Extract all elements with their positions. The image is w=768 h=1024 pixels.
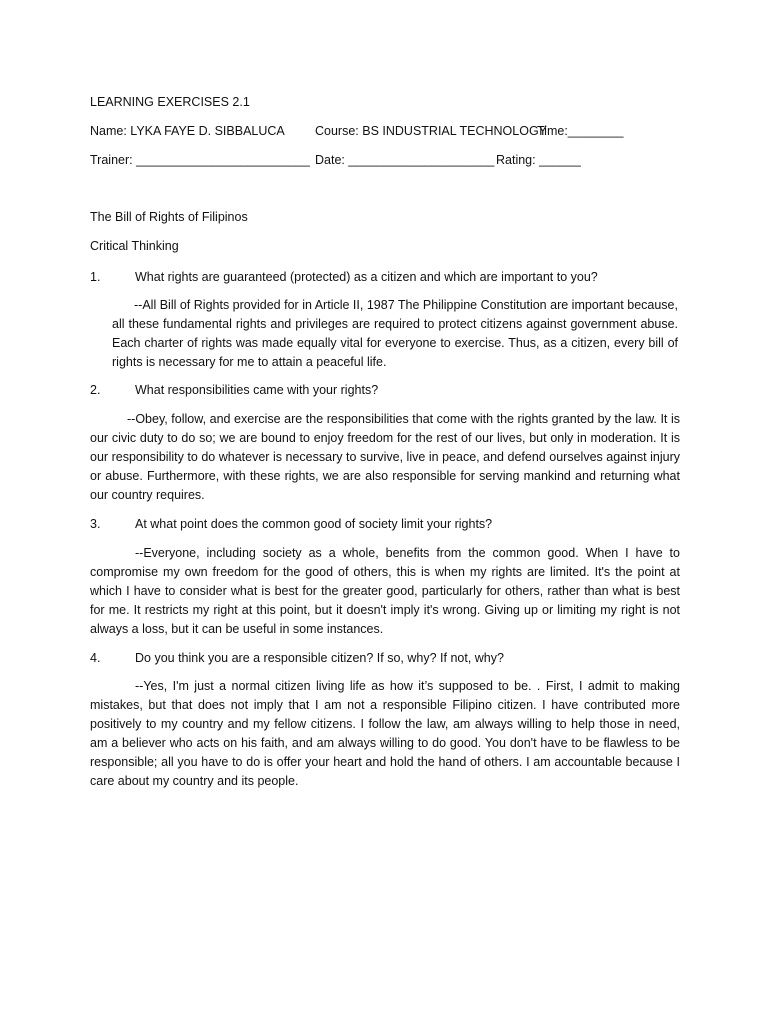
- question-text: Do you think you are a responsible citizen? If so, why? If not, why?: [135, 651, 504, 665]
- question-text: What responsibilities came with your rights?: [135, 383, 379, 397]
- student-name: Name: LYKA FAYE D. SIBBALUCA: [90, 124, 285, 138]
- answer-text: --Obey, follow, and exercise are the responsibilities that come with the rights granted by the law. It is our civic duty to do so; we are bound to enjoy freedom for the rest of our lives, but only in moderation. It is our responsibility to do whatever is necessary to survive, live in peace, and defend ourselves against injury or abuse. Furthermore, with these rights, we are also responsible for serving mankind and returning what our country requires.: [90, 412, 680, 502]
- question-number: 2.: [90, 383, 101, 397]
- question-number: 4.: [90, 651, 101, 665]
- question-number: 3.: [90, 517, 101, 531]
- question-number: 1.: [90, 270, 101, 284]
- date-field: Date: _____________________: [315, 153, 495, 167]
- question-text: What rights are guaranteed (protected) as a citizen and which are important to you?: [135, 270, 598, 284]
- exercise-title: LEARNING EXERCISES 2.1: [90, 95, 250, 109]
- rating-field: Rating: ______: [496, 153, 581, 167]
- trainer-field: Trainer: _________________________: [90, 153, 310, 167]
- answer-text: --All Bill of Rights provided for in Article II, 1987 The Philippine Constitution are important because, all these fundamental rights and privileges are required to protect citizens against government abuse. Each charter of rights was made equally vital for everyone to exercise. Thus, as a citizen, every bill of rights is necessary for me to attain a peaceful life.: [112, 298, 678, 369]
- section-subheading: Critical Thinking: [90, 239, 179, 253]
- section-heading: The Bill of Rights of Filipinos: [90, 210, 248, 224]
- time-field: Time:________: [537, 124, 624, 138]
- answer-text: --Yes, I'm just a normal citizen living life as how it’s supposed to be. . First, I admit to making mistakes, but that does not imply that I am not a responsible Filipino citizen. I have contributed more positively to my country and my fellow citizens. I follow the law, am always willing to help those in need, am a believer who acts on his faith, and am always willing to do good. You don't have to be flawless to be responsible; all you have to do is offer your heart and hold the hand of others. I am accountable because I care about my country and its people.: [90, 679, 680, 788]
- question-text: At what point does the common good of society limit your rights?: [135, 517, 493, 531]
- course-field: Course: BS INDUSTRIAL TECHNOLOGY: [315, 124, 548, 138]
- answer-text: --Everyone, including society as a whole, benefits from the common good. When I have to compromise my own freedom for the good of others, this is when my rights are limited. It's the point at which I have to consider what is best for the greater good, particularly for others, rather than what is best for me. It restricts my right at this point, but it doesn't imply it's wrong. Giving up or limiting my right is not always a loss, but it can be useful in some instances.: [90, 546, 680, 636]
